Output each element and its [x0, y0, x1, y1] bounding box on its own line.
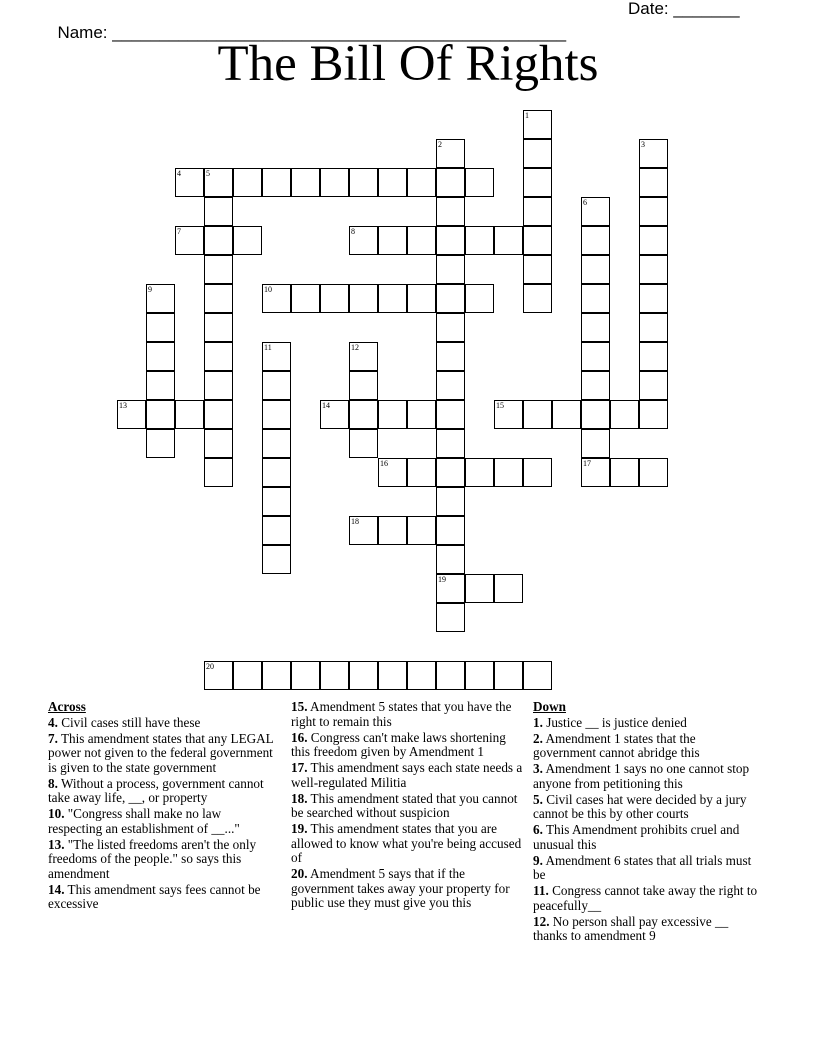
grid-cell[interactable] — [204, 226, 233, 255]
grid-cell[interactable] — [465, 226, 494, 255]
clue-number: 14. — [48, 881, 65, 897]
grid-cell[interactable] — [407, 284, 436, 313]
cell-number: 14 — [322, 401, 330, 410]
grid-cell[interactable] — [204, 458, 233, 487]
grid-cell[interactable] — [494, 458, 523, 487]
clue-across-16 — [291, 731, 523, 760]
clue-down-11 — [533, 884, 758, 913]
grid-cell[interactable] — [204, 400, 233, 429]
clue-text: This amendment says each state needs a well-regulated Militia — [291, 760, 523, 790]
grid-cell[interactable] — [436, 574, 465, 603]
clue-across-13 — [48, 838, 278, 882]
grid-cell[interactable] — [378, 284, 407, 313]
clue-down-6 — [533, 823, 758, 852]
grid-cell[interactable] — [581, 458, 610, 487]
clue-text: Amendment 1 states that the government cannot abridge this — [533, 730, 700, 760]
grid-cell[interactable] — [349, 661, 378, 690]
grid-cell[interactable] — [436, 342, 465, 371]
clue-number: 15. — [291, 699, 308, 714]
clue-text: Amendment 5 says that if the government takes away your property for public use they must give you this — [291, 866, 510, 910]
clue-number: 18. — [291, 790, 308, 806]
grid-cell[interactable] — [378, 516, 407, 545]
grid-cell[interactable] — [639, 168, 668, 197]
clue-number: 4. — [48, 714, 58, 730]
grid-cell[interactable] — [523, 168, 552, 197]
grid-cell[interactable] — [407, 226, 436, 255]
cell-number: 6 — [583, 198, 587, 207]
clue-text: "Congress shall make no law respecting an establishment of __..." — [48, 806, 240, 836]
grid-cell[interactable] — [262, 458, 291, 487]
grid-cell[interactable] — [291, 284, 320, 313]
grid-cell[interactable] — [436, 284, 465, 313]
grid-cell[interactable] — [639, 458, 668, 487]
grid-cell[interactable] — [436, 487, 465, 516]
clue-across-7 — [48, 732, 278, 776]
clue-text: Civil cases still have these — [57, 714, 201, 730]
grid-cell[interactable] — [494, 574, 523, 603]
grid-cell[interactable] — [436, 516, 465, 545]
grid-cell[interactable] — [407, 458, 436, 487]
cell-number: 13 — [119, 401, 127, 410]
clue-number: 20. — [291, 866, 308, 881]
grid-cell[interactable] — [204, 284, 233, 313]
grid-cell[interactable] — [581, 226, 610, 255]
grid-cell[interactable] — [436, 371, 465, 400]
grid-cell[interactable] — [262, 400, 291, 429]
grid-cell[interactable] — [581, 284, 610, 313]
clue-number: 12. — [533, 913, 550, 929]
grid-cell[interactable] — [204, 342, 233, 371]
grid-cell[interactable] — [552, 400, 581, 429]
cell-number: 3 — [641, 140, 645, 149]
clue-number: 13. — [48, 836, 65, 852]
clues-column-2 — [291, 700, 523, 912]
clue-across-20 — [291, 867, 523, 911]
grid-cell[interactable] — [494, 661, 523, 690]
clue-number: 19. — [291, 821, 308, 836]
header — [48, 0, 768, 42]
grid-cell[interactable] — [204, 429, 233, 458]
clue-text: This amendment states that any LEGAL power not given to the federal government is given to the state government — [48, 730, 274, 775]
grid-cell[interactable] — [523, 661, 552, 690]
clue-down-5 — [533, 793, 758, 822]
grid-cell[interactable] — [523, 226, 552, 255]
grid-cell[interactable] — [233, 226, 262, 255]
grid-cell[interactable] — [378, 661, 407, 690]
clue-number: 5. — [533, 791, 543, 807]
grid-cell[interactable] — [175, 168, 204, 197]
grid-cell[interactable] — [494, 226, 523, 255]
clue-text: Amendment 5 states that you have the right to remain this — [291, 699, 512, 729]
grid-cell[interactable] — [349, 429, 378, 458]
grid-cell[interactable] — [233, 168, 262, 197]
grid-cell[interactable] — [639, 284, 668, 313]
clue-text: Congress can't make laws shortening this freedom given by Amendment 1 — [291, 729, 506, 759]
cell-number: 5 — [206, 169, 210, 178]
grid-cell[interactable] — [581, 197, 610, 226]
grid-cell[interactable] — [204, 197, 233, 226]
grid-cell[interactable] — [146, 313, 175, 342]
grid-cell[interactable] — [262, 342, 291, 371]
clue-across-8 — [48, 777, 278, 806]
clue-across-19 — [291, 822, 523, 866]
clue-across-15 — [291, 700, 523, 729]
grid-cell[interactable] — [349, 284, 378, 313]
clues-column-1 — [48, 700, 278, 913]
grid-cell[interactable] — [581, 313, 610, 342]
grid-cell[interactable] — [436, 429, 465, 458]
grid-cell[interactable] — [262, 516, 291, 545]
grid-cell[interactable] — [436, 168, 465, 197]
grid-cell[interactable] — [407, 400, 436, 429]
grid-cell[interactable] — [146, 429, 175, 458]
grid-cell[interactable] — [204, 313, 233, 342]
grid-cell[interactable] — [581, 342, 610, 371]
grid-cell[interactable] — [639, 197, 668, 226]
grid-cell[interactable] — [117, 400, 146, 429]
cell-number: 1 — [525, 111, 529, 120]
clue-number: 3. — [533, 761, 543, 776]
cell-number: 4 — [177, 169, 181, 178]
cell-number: 20 — [206, 662, 214, 671]
clue-text: Amendment 6 states that all trials must be — [533, 852, 752, 882]
grid-cell[interactable] — [146, 342, 175, 371]
grid-cell[interactable] — [175, 226, 204, 255]
grid-cell[interactable] — [523, 255, 552, 284]
grid-cell[interactable] — [262, 168, 291, 197]
cell-number: 15 — [496, 401, 504, 410]
grid-cell[interactable] — [349, 400, 378, 429]
grid-cell[interactable] — [436, 255, 465, 284]
clue-number: 7. — [48, 730, 58, 746]
grid-cell[interactable] — [262, 284, 291, 313]
clue-text: This Amendment prohibits cruel and unusual this — [533, 822, 740, 852]
cell-number: 8 — [351, 227, 355, 236]
grid-cell[interactable] — [639, 342, 668, 371]
grid-cell[interactable] — [262, 661, 291, 690]
clue-text: Congress cannot take away the right to peacefully__ — [533, 883, 758, 913]
grid-cell[interactable] — [436, 603, 465, 632]
clue-number: 9. — [533, 852, 543, 868]
grid-cell[interactable] — [378, 400, 407, 429]
cell-number: 2 — [438, 140, 442, 149]
grid-cell[interactable] — [436, 313, 465, 342]
grid-cell[interactable] — [407, 168, 436, 197]
grid-cell[interactable] — [262, 371, 291, 400]
clue-number: 8. — [48, 775, 58, 791]
cell-number: 16 — [380, 459, 388, 468]
page-title: The Bill Of Rights — [217, 36, 599, 92]
grid-cell[interactable] — [523, 110, 552, 139]
cell-number: 10 — [264, 285, 272, 294]
grid-cell[interactable] — [349, 168, 378, 197]
grid-cell[interactable] — [523, 284, 552, 313]
clue-number: 17. — [291, 760, 308, 775]
clue-text: Amendment 1 says no one cannot stop anyone from petitioning this — [533, 761, 750, 791]
grid-cell[interactable] — [320, 661, 349, 690]
grid-cell[interactable] — [639, 255, 668, 284]
cell-number: 19 — [438, 575, 446, 584]
grid-cell[interactable] — [523, 400, 552, 429]
grid-cell[interactable] — [204, 168, 233, 197]
grid-cell[interactable] — [436, 197, 465, 226]
grid-cell[interactable] — [349, 516, 378, 545]
grid-cell[interactable] — [320, 400, 349, 429]
grid-cell[interactable] — [175, 400, 204, 429]
grid-cell[interactable] — [378, 226, 407, 255]
cell-number: 17 — [583, 459, 591, 468]
name-field-label[interactable]: Name: ________________________________________________ — [57, 23, 567, 42]
cell-number: 9 — [148, 285, 152, 294]
clue-text: "The listed freedoms aren't the only freedoms of the people." so says this amendment — [48, 836, 257, 881]
clue-down-12 — [533, 915, 758, 944]
clue-text: This amendment says fees cannot be excessive — [48, 881, 261, 911]
grid-cell[interactable] — [639, 371, 668, 400]
clue-down-1 — [533, 716, 758, 731]
grid-cell[interactable] — [436, 400, 465, 429]
cell-number: 18 — [351, 517, 359, 526]
grid-cell[interactable] — [204, 371, 233, 400]
clue-across-17 — [291, 761, 523, 790]
grid-cell[interactable] — [465, 661, 494, 690]
clue-text: Justice __ is justice denied — [542, 714, 687, 730]
cell-number: 12 — [351, 343, 359, 352]
grid-cell[interactable] — [523, 139, 552, 168]
grid-cell[interactable] — [320, 168, 349, 197]
grid-cell[interactable] — [639, 226, 668, 255]
grid-cell[interactable] — [407, 516, 436, 545]
clue-text: Civil cases hat were decided by a jury cannot be this by other courts — [533, 791, 747, 821]
grid-cell[interactable] — [146, 284, 175, 313]
clue-text: This amendment stated that you cannot be searched without suspicion — [291, 790, 518, 820]
grid-cell[interactable] — [465, 458, 494, 487]
clue-number: 11. — [533, 883, 549, 898]
grid-cell[interactable] — [349, 371, 378, 400]
date-field-label[interactable]: Date: _______ — [628, 0, 740, 18]
cell-number: 11 — [264, 343, 272, 352]
grid-cell[interactable] — [349, 342, 378, 371]
grid-cell[interactable] — [233, 661, 262, 690]
grid-cell[interactable] — [204, 255, 233, 284]
clue-number: 2. — [533, 730, 543, 746]
grid-cell[interactable] — [146, 371, 175, 400]
grid-cell[interactable] — [581, 255, 610, 284]
clue-number: 6. — [533, 822, 543, 837]
grid-cell[interactable] — [349, 226, 378, 255]
grid-cell[interactable] — [204, 661, 233, 690]
clue-down-2 — [533, 732, 758, 761]
clue-text: Without a process, government cannot take away life, __, or property — [48, 775, 264, 805]
grid-cell[interactable] — [291, 168, 320, 197]
grid-cell[interactable] — [610, 400, 639, 429]
grid-cell[interactable] — [262, 429, 291, 458]
clue-down-9 — [533, 854, 758, 883]
down-heading: Down — [533, 699, 566, 714]
grid-cell[interactable] — [523, 458, 552, 487]
grid-cell[interactable] — [610, 458, 639, 487]
grid-cell[interactable] — [639, 400, 668, 429]
grid-cell[interactable] — [494, 400, 523, 429]
clue-across-4 — [48, 716, 278, 731]
grid-cell[interactable] — [465, 284, 494, 313]
grid-cell[interactable] — [581, 400, 610, 429]
clue-number: 16. — [291, 729, 308, 745]
grid-cell[interactable] — [436, 458, 465, 487]
cell-number: 7 — [177, 227, 181, 236]
grid-cell[interactable] — [291, 661, 320, 690]
clue-down-3 — [533, 762, 758, 791]
clue-number: 1. — [533, 714, 543, 730]
grid-cell[interactable] — [639, 313, 668, 342]
grid-cell[interactable] — [581, 371, 610, 400]
grid-cell[interactable] — [639, 139, 668, 168]
clue-across-18 — [291, 792, 523, 821]
clue-text: This amendment states that you are allowed to know what you're being accused of — [291, 821, 522, 865]
clue-across-10 — [48, 807, 278, 836]
grid-cell[interactable] — [262, 545, 291, 574]
grid-cell[interactable] — [436, 545, 465, 574]
grid-cell[interactable] — [320, 284, 349, 313]
clue-number: 10. — [48, 806, 65, 821]
clue-text: No person shall pay excessive __ thanks to amendment 9 — [533, 913, 729, 943]
grid-cell[interactable] — [465, 168, 494, 197]
grid-cell[interactable] — [407, 661, 436, 690]
grid-cell[interactable] — [523, 197, 552, 226]
grid-cell[interactable] — [436, 661, 465, 690]
grid-cell[interactable] — [378, 168, 407, 197]
grid-cell[interactable] — [465, 574, 494, 603]
grid-cell[interactable] — [436, 139, 465, 168]
across-heading: Across — [48, 699, 86, 714]
grid-cell[interactable] — [146, 400, 175, 429]
grid-cell[interactable] — [581, 429, 610, 458]
grid-cell[interactable] — [262, 487, 291, 516]
clue-across-14 — [48, 883, 278, 912]
grid-cell[interactable] — [436, 226, 465, 255]
grid-cell[interactable] — [378, 458, 407, 487]
clues-column-3 — [533, 700, 758, 945]
